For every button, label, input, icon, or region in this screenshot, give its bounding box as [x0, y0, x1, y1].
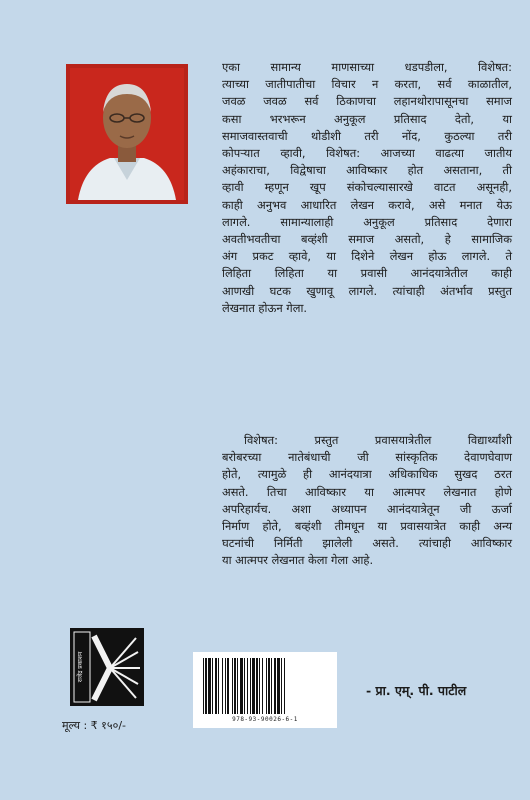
description-paragraph-1 [222, 59, 512, 317]
description-paragraph-2 [222, 432, 512, 570]
text-line: एका सामान्य माणसाच्या धडपडीला, विशेषत: [222, 60, 512, 74]
text-line: काही अनुभव आधारित लेखन करावे, असे मनात येऊ [222, 197, 512, 212]
text-line: समाजवास्तवाची थोडीशी तरी नोंद, कुठल्या तरी [222, 128, 512, 143]
text-line: व्हावी म्हणून खूप संकोचल्यासारखे वाटत असूनही, [222, 180, 512, 195]
text-line: या आत्मपर लेखनात केला गेला आहे. [222, 553, 374, 568]
text-line: अपरिहार्यच. अशा अध्यापन आनंदयात्रेतून जी ऊर्जा [222, 501, 512, 516]
text-line: विशेषत: प्रस्तुत प्रवासयात्रेतील विद्यार्थ्यांशी [244, 433, 512, 447]
author-signature: - प्रा. एम्. पी. पाटील [366, 683, 467, 698]
text-line: होते, त्यामुळे ही आनंदयात्रा अधिकाधिक सुखद ठरत [222, 467, 512, 482]
text-line: अवतीभवतीचा बव्हंशी समाज असतो, हे सामाजिक [222, 232, 512, 247]
text-line: निर्माण होते, बव्हंशी तीमधून या प्रवासयात्रेत काही अन्य [222, 519, 512, 534]
author-photo [66, 64, 188, 204]
text-line: लिहिता लिहिता या प्रवासी आनंदयात्रेतील काही [222, 266, 512, 281]
text-line: त्याच्या जातीपातीचा विचार न करता, सर्व काळातील, [222, 77, 512, 92]
price-label: मूल्य : ₹ १५०/- [62, 719, 127, 732]
publisher-logo-text: राजेंद्र प्रकाशन [77, 651, 84, 683]
text-line: जवळ जवळ सर्व ठिकाणचा लहानथोरापासूनचा समाज [222, 94, 512, 109]
text-line: अंग प्रकट व्हावे, या दिशेने लेखन होऊ लागले. ते [222, 249, 512, 264]
text-line: घटनांची निर्मिती झालेली असते. त्यांचाही आविष्कार [222, 536, 512, 551]
barcode [193, 652, 337, 728]
text-line: अहंकाराचा, विद्वेषाचा आविष्कार होत असताना, ती [222, 163, 512, 178]
text-line: बरोबरच्या नातेबंधाची जी सांस्कृतिक देवाणघेवाण [222, 450, 512, 465]
text-line: कोपऱ्यात व्हावी, विशेषत: आजच्या वाढत्या जातीय [222, 146, 512, 161]
isbn-number: 978-93-90026-6-1 [232, 716, 298, 723]
text-line: कसा भरभरून अनुकूल प्रतिसाद देतो, या [222, 111, 512, 126]
publisher-logo [70, 628, 144, 706]
text-line: लागले. सामान्यालाही अनुकूल प्रतिसाद देणारा [222, 214, 512, 229]
text-line: आणखी घटक खुणावू लागले. त्यांचाही अंतर्भाव प्रस्तुत [222, 283, 512, 298]
text-line: असते. तिचा आविष्कार या आत्मपर लेखनात होणे [222, 484, 512, 499]
text-line: लेखनात होऊन गेला. [222, 300, 308, 315]
